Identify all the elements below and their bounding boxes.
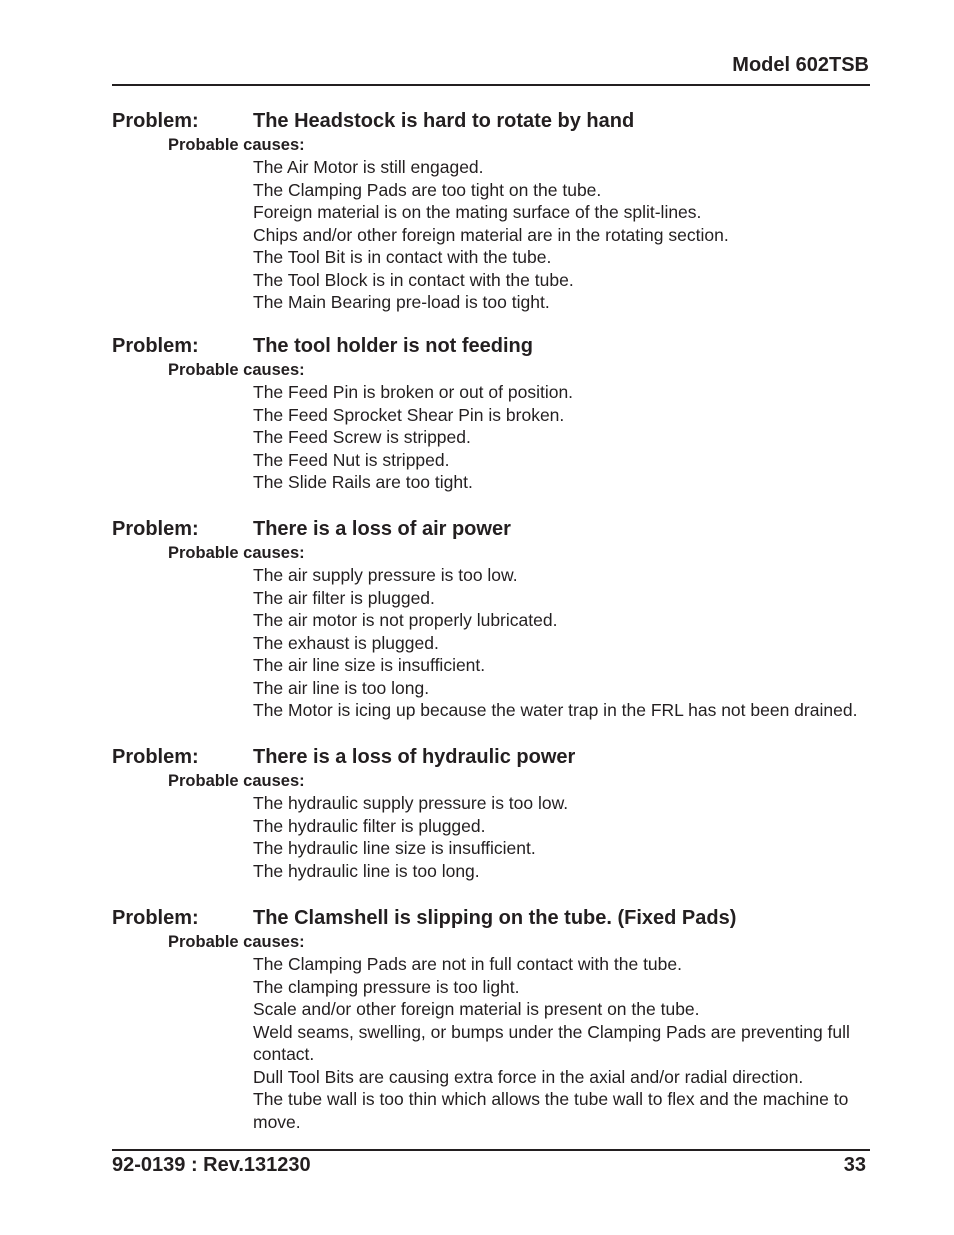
problem-section-hydraulic-power [112,744,872,882]
cause-item: The Main Bearing pre-load is too tight. [253,292,550,312]
cause-item: The exhaust is plugged. [253,632,439,653]
cause-item: The air line size is insufficient. [253,655,486,675]
cause-item: The air supply pressure is too low. [253,565,518,585]
document-number: 92-0139 : Rev.131230 [112,1154,311,1176]
header-rule [112,84,870,86]
footer-rule [112,1149,870,1151]
cause-item: Chips and/or other foreign material are in the rotating section. [253,224,729,245]
cause-item: The Feed Pin is broken or out of position. [253,382,574,402]
cause-item: The clamping pressure is too light. [253,976,520,997]
problem-title: There is a loss of air power [253,518,511,540]
problem-section-clamshell-slipping [112,905,872,1133]
model-title: Model 602TSB [732,54,869,76]
problem-heading [112,108,872,134]
cause-item: The Air Motor is still engaged. [253,157,484,177]
cause-item: The air motor is not properly lubricated. [253,610,558,630]
cause-item: The hydraulic line is too long. [253,860,480,881]
cause-item: The Clamping Pads are too tight on the tube. [253,179,602,200]
problem-heading [112,333,872,359]
problem-label: Problem: [112,518,199,540]
probable-causes-label: Probable causes: [168,136,305,154]
problem-label: Problem: [112,335,199,357]
probable-causes-label: Probable causes: [168,361,305,379]
cause-item: The Feed Sprocket Shear Pin is broken. [253,404,565,425]
cause-item: The Feed Screw is stripped. [253,427,471,447]
problem-section-air-power [112,516,872,722]
cause-item: The hydraulic line size is insufficient. [253,838,536,858]
problem-heading [112,905,872,931]
cause-item: The air line is too long. [253,677,430,698]
cause-item: Foreign material is on the mating surface of the split-lines. [253,202,702,222]
cause-item: Dull Tool Bits are causing extra force in the axial and/or radial direction. [253,1066,804,1087]
problem-heading [112,744,872,770]
problem-label: Problem: [112,746,199,768]
probable-causes-label: Probable causes: [168,544,305,562]
page-number: 33 [843,1154,866,1176]
cause-item: The Motor is icing up because the water trap in the FRL has not been drained. [253,700,858,720]
cause-item: The air filter is plugged. [253,587,435,608]
cause-list [112,564,872,722]
cause-item: The Tool Block is in contact with the tube. [253,269,574,290]
cause-list [112,792,872,882]
problem-title: The Clamshell is slipping on the tube. (Fixed Pads) [253,907,737,929]
probable-causes-label: Probable causes: [168,772,305,790]
problem-title: There is a loss of hydraulic power [253,746,576,768]
problem-label: Problem: [112,907,199,929]
cause-item: The Clamping Pads are not in full contact with the tube. [253,954,682,974]
problem-heading [112,516,872,542]
problem-title: The tool holder is not feeding [253,335,533,357]
cause-item: The Feed Nut is stripped. [253,449,450,470]
cause-item: The Slide Rails are too tight. [253,472,473,492]
problem-title: The Headstock is hard to rotate by hand [253,110,635,132]
cause-list [112,953,872,1133]
cause-item: Scale and/or other foreign material is present on the tube. [253,999,700,1019]
cause-list [112,381,872,494]
problem-label: Problem: [112,110,199,132]
cause-list [112,156,872,314]
problem-section-headstock [112,108,872,314]
cause-item: The hydraulic filter is plugged. [253,815,486,836]
cause-item: The tube wall is too thin which allows the tube wall to flex and the machine to move. [253,1089,849,1132]
problem-section-tool-holder [112,333,872,494]
cause-item: The Tool Bit is in contact with the tube. [253,247,552,267]
probable-causes-label: Probable causes: [168,933,305,951]
cause-item: The hydraulic supply pressure is too low. [253,793,569,813]
cause-item: Weld seams, swelling, or bumps under the Clamping Pads are preventing full contact. [253,1021,850,1064]
